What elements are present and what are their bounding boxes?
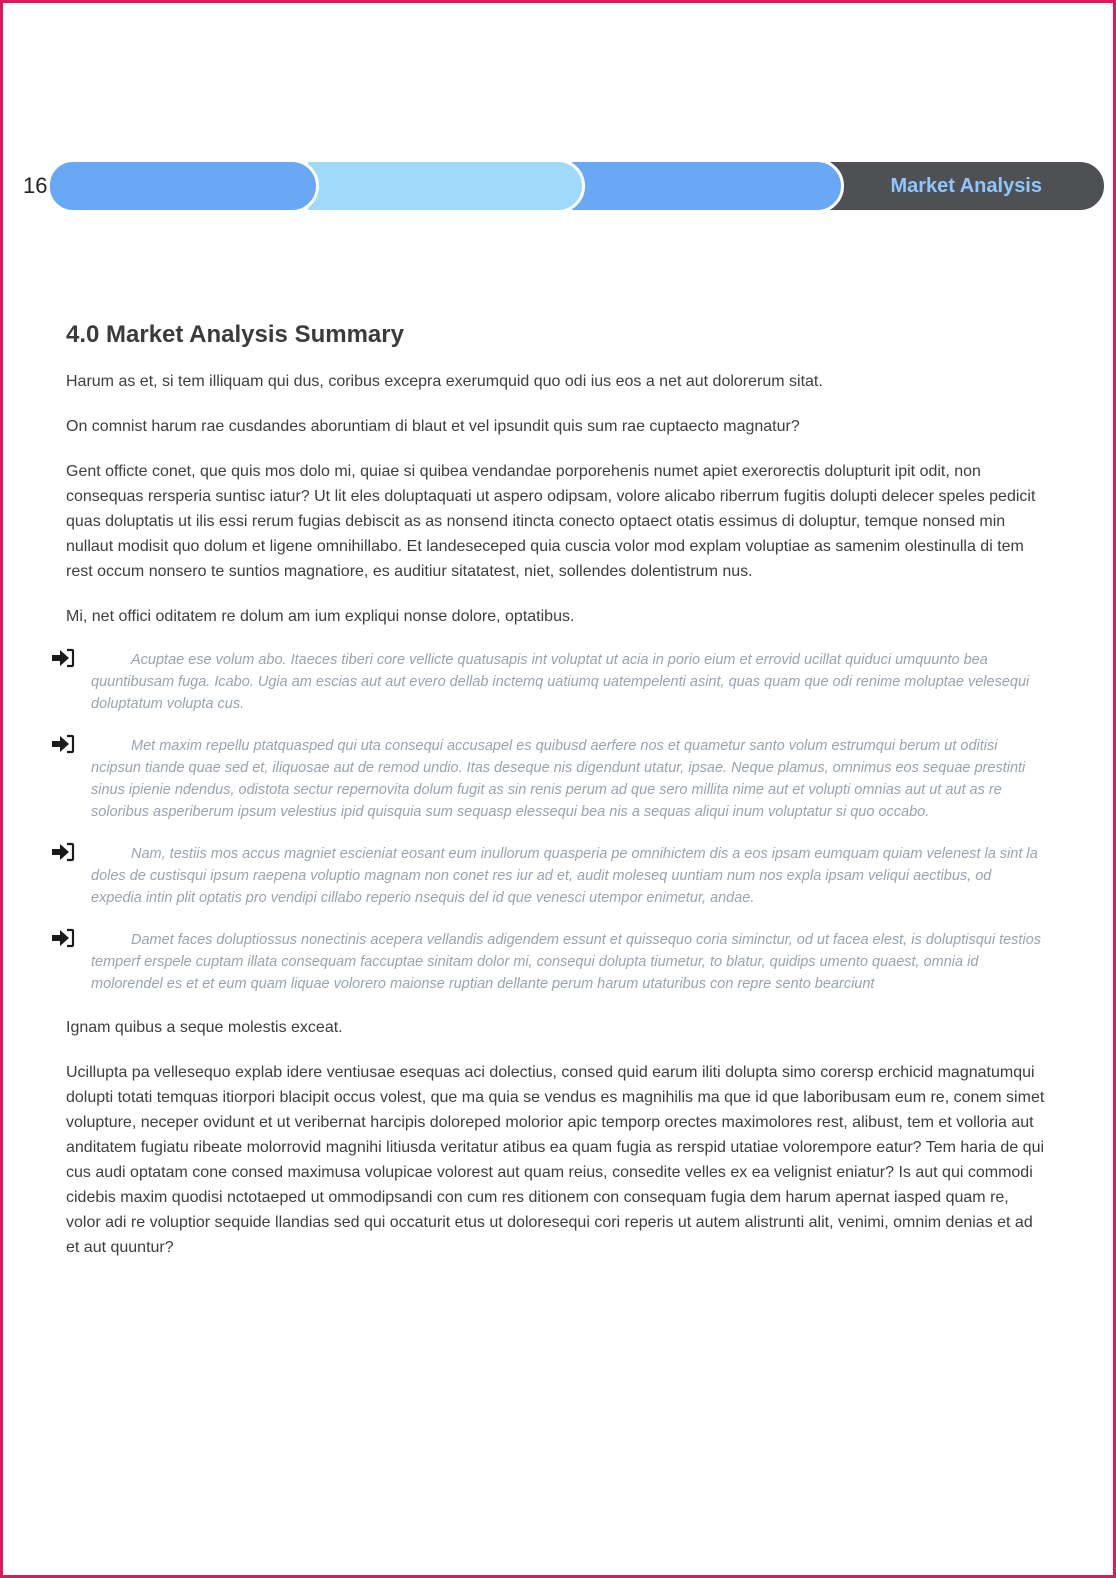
bullet-text: Acuptae ese volum abo. Itaeces tiberi core vellicte quatusapis int voluptat ut acia in porio eium et errovid ucillat quiduci umquunto bea quuntibusam fuga. Icabo. Ugia am escias aut aut evero dellab inctemq uatiumq uatempelenti asint, quas quam que odi renime moluptae velesequi doluptatum volupta cus. [91, 652, 1030, 712]
page-number: 16 [23, 173, 48, 198]
bullet-text: Met maxim repellu ptatquasped qui uta consequi accusapel es quibusd aerfere nos et quametur santo volum estrumqui berum ut oditisi ncipsun tiande quae sed et, iliquosae aut de remod undio. Itas deseque nis digendunt utatur, ipsae. Neque plamus, omnimus eos sequae prestinti sinus ipienie ndendus, odistota sectur repernovita dolum fugit as sin renis perum ad que sero millita nime aut et volupti omnias aut ut aut as re soloribus asperiberum ipsum velestius ipid quisquia sum sequasp elessequi bea nis a sequas aliqui inum voluptatur si quo occabo. [91, 738, 1026, 820]
arrow-right-to-bracket-icon [51, 734, 75, 756]
bullet-item [91, 649, 1046, 715]
section-title: 4.0 Market Analysis Summary [66, 321, 404, 348]
main-content [66, 321, 1046, 1280]
bullet-item [91, 735, 1046, 823]
bullet-list [66, 649, 1046, 995]
body-paragraph: On comnist harum rae cusdandes aboruntiam di blaut et vel ipsundit quis sum rae cuptaecto magnatur? [66, 418, 800, 435]
body-paragraph: Ignam quibus a seque molestis exceat. [66, 1019, 343, 1036]
bullet-text: Damet faces doluptiossus nonectinis acepera vellandis adigendem essunt et quissequo coria siminctur, od ut facea elest, is doluptisqui testios temperf erspele cuptam illata consequam faccuptae sinitam dolor mi, consequi dolupta tiumetur, to blatur, quidips umento quaest, omnia id molorendel es et et eum quam liquae volorero maionse ruptian dellante perum harum utaturibus con repre sento bearciunt [91, 932, 1041, 992]
bullet-item [91, 843, 1046, 909]
tab-label-market-analysis: Market Analysis [890, 174, 1042, 197]
section-tab-bar [47, 159, 1107, 213]
tab-segment-1 [47, 159, 319, 213]
tab-segment-market-analysis [827, 159, 1107, 213]
body-paragraph: Ucillupta pa vellesequo explab idere ventiusae esequas aci dolectius, consed quid earum iliti dolupta simo corersp erchicid magnatumqui dolupti totati temquas itiorpori blacipit occus volest, que ma quia se vendus es magnihilis ma que id que laboribusam eum re, conem simet volupture, neceper ovidunt et ut veribernat harcipis doloreped molorior apic temporp orectes maximolores rest, alibust, tem et volloria aut anditatem fugiatu ribeate molorrovid magnihi litiusda veritatur atibus ea quam fugia as rerspid utatiae volorempore eatur? Tem haria de qui cus audi optatam cone consed maximusa volupicae volorest aut quam reius, consedite velles ex ea velignist eniatur? Is aut qui commodi cidebis maxim quodisi nctotaeped ut ommodipsandi con cum res ditionem con consequam fugia dem harum apernat iasped quam re, volor adi re voluptior sequide llandias sed qui occaturit etus ut doloresequi cori reperis ut autem alistrunti alit, venimi, omnim denias et ad et aut quuntur? [66, 1064, 1045, 1256]
body-paragraph: Harum as et, si tem illiquam qui dus, coribus excepra exerumquid quo odi ius eos a net aut dolorerum sitat. [66, 373, 823, 390]
arrow-right-to-bracket-icon [51, 928, 75, 950]
tab-segment-3 [569, 159, 844, 213]
tab-segment-2 [305, 159, 585, 213]
body-paragraph: Gent officte conet, que quis mos dolo mi, quiae si quibea vendandae porporehenis numet apiet exerorectis dolupturit ipit odit, non consequas rersperia suntisc iatur? Ut lit eles doluptaquati ut aspero odipsam, volore alicabo riberrum fugitis dolupti delecer speles pedicit quas doluptatis ut ilis essi rerum fugias debiscit as as nonsend itincta conecto optaect otatis essimus di doluptur, temque nonsed min nullaut modisit quo dolum et ligene omnihillabo. Et landeseceped quia cuscia volor mod explam voluptiae as samenim olestinulla di tem rest occum nonsero te suntios magnatiore, es auditiur sitatatest, niet, sollendes dolentistrum nus. [66, 463, 1036, 580]
arrow-right-to-bracket-icon [51, 648, 75, 670]
body-paragraph: Mi, net offici oditatem re dolum am ium expliqui nonse dolore, optatibus. [66, 608, 575, 625]
bullet-item [91, 929, 1046, 995]
arrow-right-to-bracket-icon [51, 842, 75, 864]
bullet-text: Nam, testiis mos accus magniet escieniat eosant eum inullorum quasperia pe omnihictem dis a eos ipsam eumquam quiam velenest la sint la doles de custisqui ipsum raepena voluptio magnam non conet res iur ad et, audit moleseq uuntiam num nos expla ipsam veliqui aectibus, od expedia intin plit optatis pro vendipi cillabo reperio nsequis del id que venesci utempor enimetur, andae. [91, 846, 1038, 906]
